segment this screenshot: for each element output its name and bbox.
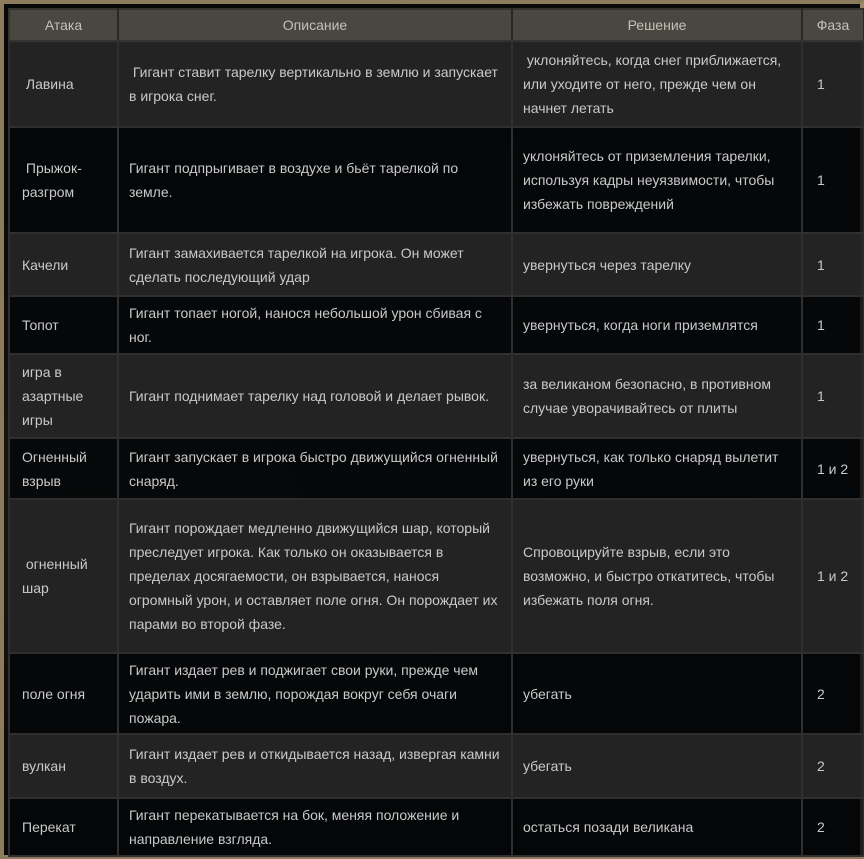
phase-cell: 2 <box>802 653 864 734</box>
description-cell: Гигант подпрыгивает в воздухе и бьёт тарелкой по земле. <box>118 127 512 233</box>
table-row <box>9 798 864 856</box>
phase-cell: 1 и 2 <box>802 499 864 653</box>
description-cell: Гигант издает рев и откидывается назад, извергая камни в воздух. <box>118 734 512 798</box>
header-solution: Решение <box>512 9 802 41</box>
phase-cell: 1 <box>802 233 864 296</box>
description-cell: Гигант топает ногой, нанося небольшой урон сбивая с ног. <box>118 296 512 354</box>
solution-cell: за великаном безопасно, в противном случае уворачивайтесь от плиты <box>512 354 802 438</box>
table-row <box>9 296 864 354</box>
table-row <box>9 127 864 233</box>
attack-cell: Огненный взрыв <box>9 438 118 499</box>
attacks-table <box>8 8 864 857</box>
description-cell: Гигант запускает в игрока быстро движущийся огненный снаряд. <box>118 438 512 499</box>
description-cell: Гигант ставит тарелку вертикально в землю и запускает в игрока снег. <box>118 41 512 127</box>
solution-cell: увернуться через тарелку <box>512 233 802 296</box>
table-row <box>9 438 864 499</box>
phase-cell: 1 <box>802 127 864 233</box>
attack-cell: Топот <box>9 296 118 354</box>
description-cell: Гигант перекатывается на бок, меняя положение и направление взгляда. <box>118 798 512 856</box>
description-cell: Гигант поднимает тарелку над головой и делает рывок. <box>118 354 512 438</box>
phase-cell: 2 <box>802 734 864 798</box>
attack-cell: Лавина <box>9 41 118 127</box>
phase-cell: 1 <box>802 41 864 127</box>
header-description: Описание <box>118 9 512 41</box>
header-phase: Фаза <box>802 9 864 41</box>
solution-cell: уклоняйтесь, когда снег приближается, или уходите от него, прежде чем он начнет летать <box>512 41 802 127</box>
phase-cell: 2 <box>802 798 864 856</box>
solution-cell: убегать <box>512 734 802 798</box>
phase-cell: 1 <box>802 296 864 354</box>
solution-cell: Спровоцируйте взрыв, если это возможно, и быстро откатитесь, чтобы избежать поля огня. <box>512 499 802 653</box>
table-row <box>9 41 864 127</box>
description-cell: Гигант порождает медленно движущийся шар, который преследует игрока. Как только он оказывается в пределах досягаемости, он взрывается, нанося огромный урон, и оставляет поле огня. Он порождает их парами во второй фазе. <box>118 499 512 653</box>
attack-cell: вулкан <box>9 734 118 798</box>
table-row <box>9 233 864 296</box>
table-row <box>9 653 864 734</box>
attack-cell: Прыжок-разгром <box>9 127 118 233</box>
table-row <box>9 734 864 798</box>
solution-cell: увернуться, как только снаряд вылетит из его руки <box>512 438 802 499</box>
solution-cell: увернуться, когда ноги приземлятся <box>512 296 802 354</box>
attack-cell: Перекат <box>9 798 118 856</box>
phase-cell: 1 <box>802 354 864 438</box>
attack-cell: Качели <box>9 233 118 296</box>
solution-cell: убегать <box>512 653 802 734</box>
solution-cell: остаться позади великана <box>512 798 802 856</box>
phase-cell: 1 и 2 <box>802 438 864 499</box>
solution-cell: уклоняйтесь от приземления тарелки, используя кадры неуязвимости, чтобы избежать повреждений <box>512 127 802 233</box>
description-cell: Гигант издает рев и поджигает свои руки, прежде чем ударить ими в землю, порождая вокруг себя очаги пожара. <box>118 653 512 734</box>
table-row <box>9 354 864 438</box>
attack-cell: поле огня <box>9 653 118 734</box>
table-header-row <box>9 9 864 41</box>
table-row <box>9 499 864 653</box>
attack-cell: огненный шар <box>9 499 118 653</box>
attack-cell: игра в азартные игры <box>9 354 118 438</box>
header-attack: Атака <box>9 9 118 41</box>
description-cell: Гигант замахивается тарелкой на игрока. Он может сделать последующий удар <box>118 233 512 296</box>
